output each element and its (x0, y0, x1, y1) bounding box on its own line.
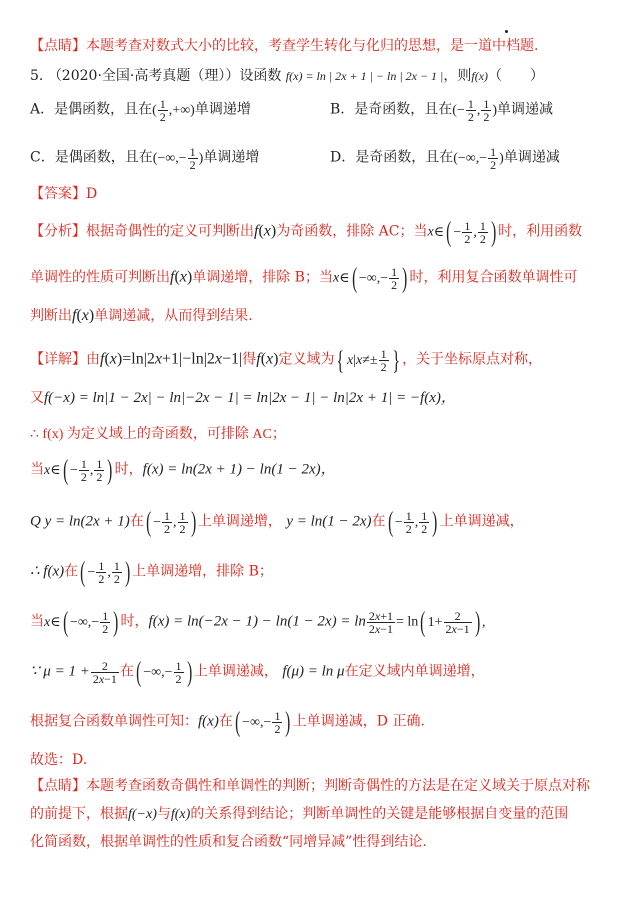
detail-math: Q y = ln(2x + 1) (30, 513, 130, 530)
stray-dot (505, 30, 508, 33)
detail-line-6: ∴ f(x)在( − $\frac{1}{2}$ , $\frac{1}{2}$ ) 上单调递增，排除 B； (30, 556, 273, 588)
analysis-line-3: 判断出f(x)单调递减，从而得到结果. (30, 307, 253, 324)
detail-text: 在 (129, 513, 144, 530)
detail-text: 上单调递减，D 正确. (292, 713, 425, 730)
detail-tag: 【详解】 (30, 351, 86, 368)
detail-line-9: 根据复合函数单调性可知：f(x)在( −∞,− $\frac{1}{2}$ ) 上单调递减，D 正确. (30, 706, 425, 738)
detail-math: f(x) = ln(−2x − 1) − ln(1 − 2x) = ln (148, 613, 366, 630)
analysis-text: 单调递减，从而得到结果. (94, 308, 253, 324)
question-number: 5. (30, 68, 44, 84)
footer-text: 化简函数，根据单调性的性质和复合函数“同增异减”性得到结论. (30, 834, 427, 850)
footer-point-line-1 (30, 776, 590, 796)
analysis-text: 为奇函数，排除 AC；当 (276, 223, 428, 240)
header-point (30, 36, 538, 56)
analysis-tag: 【分析】 (30, 223, 86, 240)
point-tag: 【点睛】 (30, 38, 86, 54)
question-source: （2020·全国·高考真题（理））设函数 (47, 68, 282, 84)
footer-math: f(−x) (128, 807, 157, 822)
option-d-prefix: D．是奇函数，且在 (330, 149, 454, 166)
detail-text: 得 (242, 351, 257, 368)
detail-text: 时， (114, 461, 143, 478)
detail-text: 上单调递减， (439, 513, 524, 530)
question-line (30, 66, 544, 86)
footer-text: 本题考查函数奇偶性和单调性的判断；判断奇偶性的方法是在定义域关于原点对称 (86, 778, 590, 794)
detail-text: 当 (30, 613, 44, 630)
footer-text: 的前提下，根据 (30, 806, 128, 822)
analysis-text: 单调性的性质可判断出 (30, 269, 170, 286)
detail-math: ∴ f(x) (30, 563, 65, 580)
detail-math: f(−x) = ln|1 − 2x| − ln|−2x − 1| = ln|2x − 1| − ln|2x + 1| = −f(x)， (44, 390, 456, 406)
detail-math: ∴ f(x) 为定义域上的奇函数，可排除 AC； (30, 427, 286, 442)
detail-math: f(x) (198, 713, 219, 730)
question-fx: f(x) (471, 69, 489, 83)
footer-point-line-2 (30, 804, 568, 825)
detail-line-2 (30, 388, 456, 408)
analysis-text: 时，利用函数 (498, 223, 583, 240)
detail-text: 定义域为 (278, 351, 335, 368)
footer-math: f(x) (170, 807, 191, 822)
option-a: A．是偶函数，且在( $\frac{1}{2}$ ,+∞)单调递增 (30, 97, 251, 124)
option-b-prefix: B．是奇函数，且在 (330, 101, 453, 118)
detail-text: 在 (119, 663, 134, 680)
detail-text: 上单调递增，排除 B； (132, 563, 273, 580)
detail-math: f(x) = ln(2x + 1) − ln(1 − 2x)， (142, 461, 336, 478)
option-a-suffix: 单调递增 (194, 101, 251, 118)
question-paren: （ ） (488, 68, 545, 84)
option-c: C．是偶函数，且在(−∞,− $\frac{1}{2}$ )单调递增 (30, 145, 260, 172)
answer-tag: 【答案】 (30, 186, 86, 202)
question-tail: ，则 (443, 68, 472, 84)
detail-line-10 (30, 750, 87, 770)
detail-text: 上单调递增， (197, 513, 282, 530)
footer-point-line-3 (30, 832, 427, 852)
point-text: 本题考查对数式大小的比较，考查学生转化与化归的思想，是一道中档题. (86, 38, 539, 54)
detail-line-1: 【详解】由f(x)=ln|2x+1|−ln|2x−1|得f(x)定义域为{ x|x≠± $\frac{1}{2}$ } ，关于坐标原点对称， (30, 345, 543, 375)
footer-text: 的关系得到结论；判断单调性的关键是能够根据自变量的范围 (190, 806, 569, 822)
analysis-line-2: 单调性的性质可判断出f(x)单调递增，排除 B；当x∈( −∞,− $\frac{1}{2}$ ) 时，利用复合函数单调性可 (30, 262, 578, 294)
detail-text: 上单调递减， (193, 663, 278, 680)
detail-text: 在定义域内单调递增， (344, 663, 485, 680)
analysis-text: 时，利用复合函数单调性可 (409, 269, 578, 286)
option-d-suffix: 单调递减 (503, 149, 560, 166)
option-c-suffix: 单调递增 (203, 149, 260, 166)
analysis-line-1: 【分析】根据奇偶性的定义可判断出f(x)为奇函数，排除 AC；当x∈( − $\frac{1}{2}$ , $\frac{1}{2}$ ) 时，利用函数 (30, 216, 583, 248)
detail-text: 故选：D. (30, 752, 88, 768)
detail-line-3 (30, 424, 286, 445)
analysis-text: 单调递增，排除 B；当 (192, 269, 333, 286)
answer (30, 184, 97, 204)
detail-text: 根据复合函数单调性可知： (30, 713, 198, 730)
detail-math: f(μ) = ln μ (282, 663, 345, 680)
analysis-text: 判断出 (30, 308, 72, 324)
analysis-text: 根据奇偶性的定义可判断出 (86, 223, 254, 240)
detail-line-4: 当x∈( − $\frac{1}{2}$ , $\frac{1}{2}$ ) 时，f(x) = ln(2x + 1) − ln(1 − 2x)， (30, 454, 336, 486)
option-b-suffix: 单调递减 (497, 101, 554, 118)
detail-line-7: 当x∈( −∞,− $\frac{1}{2}$ ) 时，f(x) = ln(−2x − 1) − ln(1 − 2x) = ln $\frac{2x+1}{2x-1}$ = ln( 1+ $\frac{2}{2x-1}$ ) , (30, 606, 486, 638)
detail-math: ∵ μ = 1 + (30, 663, 90, 680)
detail-text: 在 (371, 513, 386, 530)
detail-text: 时， (120, 613, 149, 630)
detail-text: 当 (30, 461, 44, 478)
detail-text: 在 (218, 713, 233, 730)
detail-text: 由 (86, 351, 100, 368)
footer-point-tag: 【点睛】 (30, 778, 86, 794)
detail-line-8: ∵ μ = 1 + $\frac{2}{2x-1}$ 在( −∞,− $\frac{1}{2}$ ) 上单调递减， f(μ) = ln μ在定义域内单调递增， (30, 656, 485, 688)
answer-value: D (86, 186, 98, 202)
option-d: D．是奇函数，且在(−∞,− $\frac{1}{2}$ )单调递减 (330, 145, 560, 172)
detail-line-5: Q y = ln(2x + 1)在( − $\frac{1}{2}$ , $\frac{1}{2}$ ) 上单调递增， y = ln(1 − 2x)在( − $\frac{1}{2}$ , $\frac{1}{2}$ ) 上单调递减， (30, 506, 524, 538)
question-func: f(x) = ln | 2x + 1 | − ln | 2x − 1 | (285, 69, 444, 83)
detail-math: = ln (396, 614, 419, 630)
footer-text: 与 (156, 806, 171, 822)
option-c-prefix: C．是偶函数，且在 (30, 149, 153, 166)
detail-text: 又 (30, 390, 44, 406)
option-b: B．是奇函数，且在(− $\frac{1}{2}$ , $\frac{1}{2}$ )单调递减 (330, 97, 554, 124)
detail-text: 在 (64, 563, 79, 580)
option-a-prefix: A．是偶函数，且在 (30, 101, 153, 118)
detail-text: ，关于坐标原点对称， (402, 351, 543, 368)
detail-math: y = ln(1 − 2x) (286, 513, 372, 530)
